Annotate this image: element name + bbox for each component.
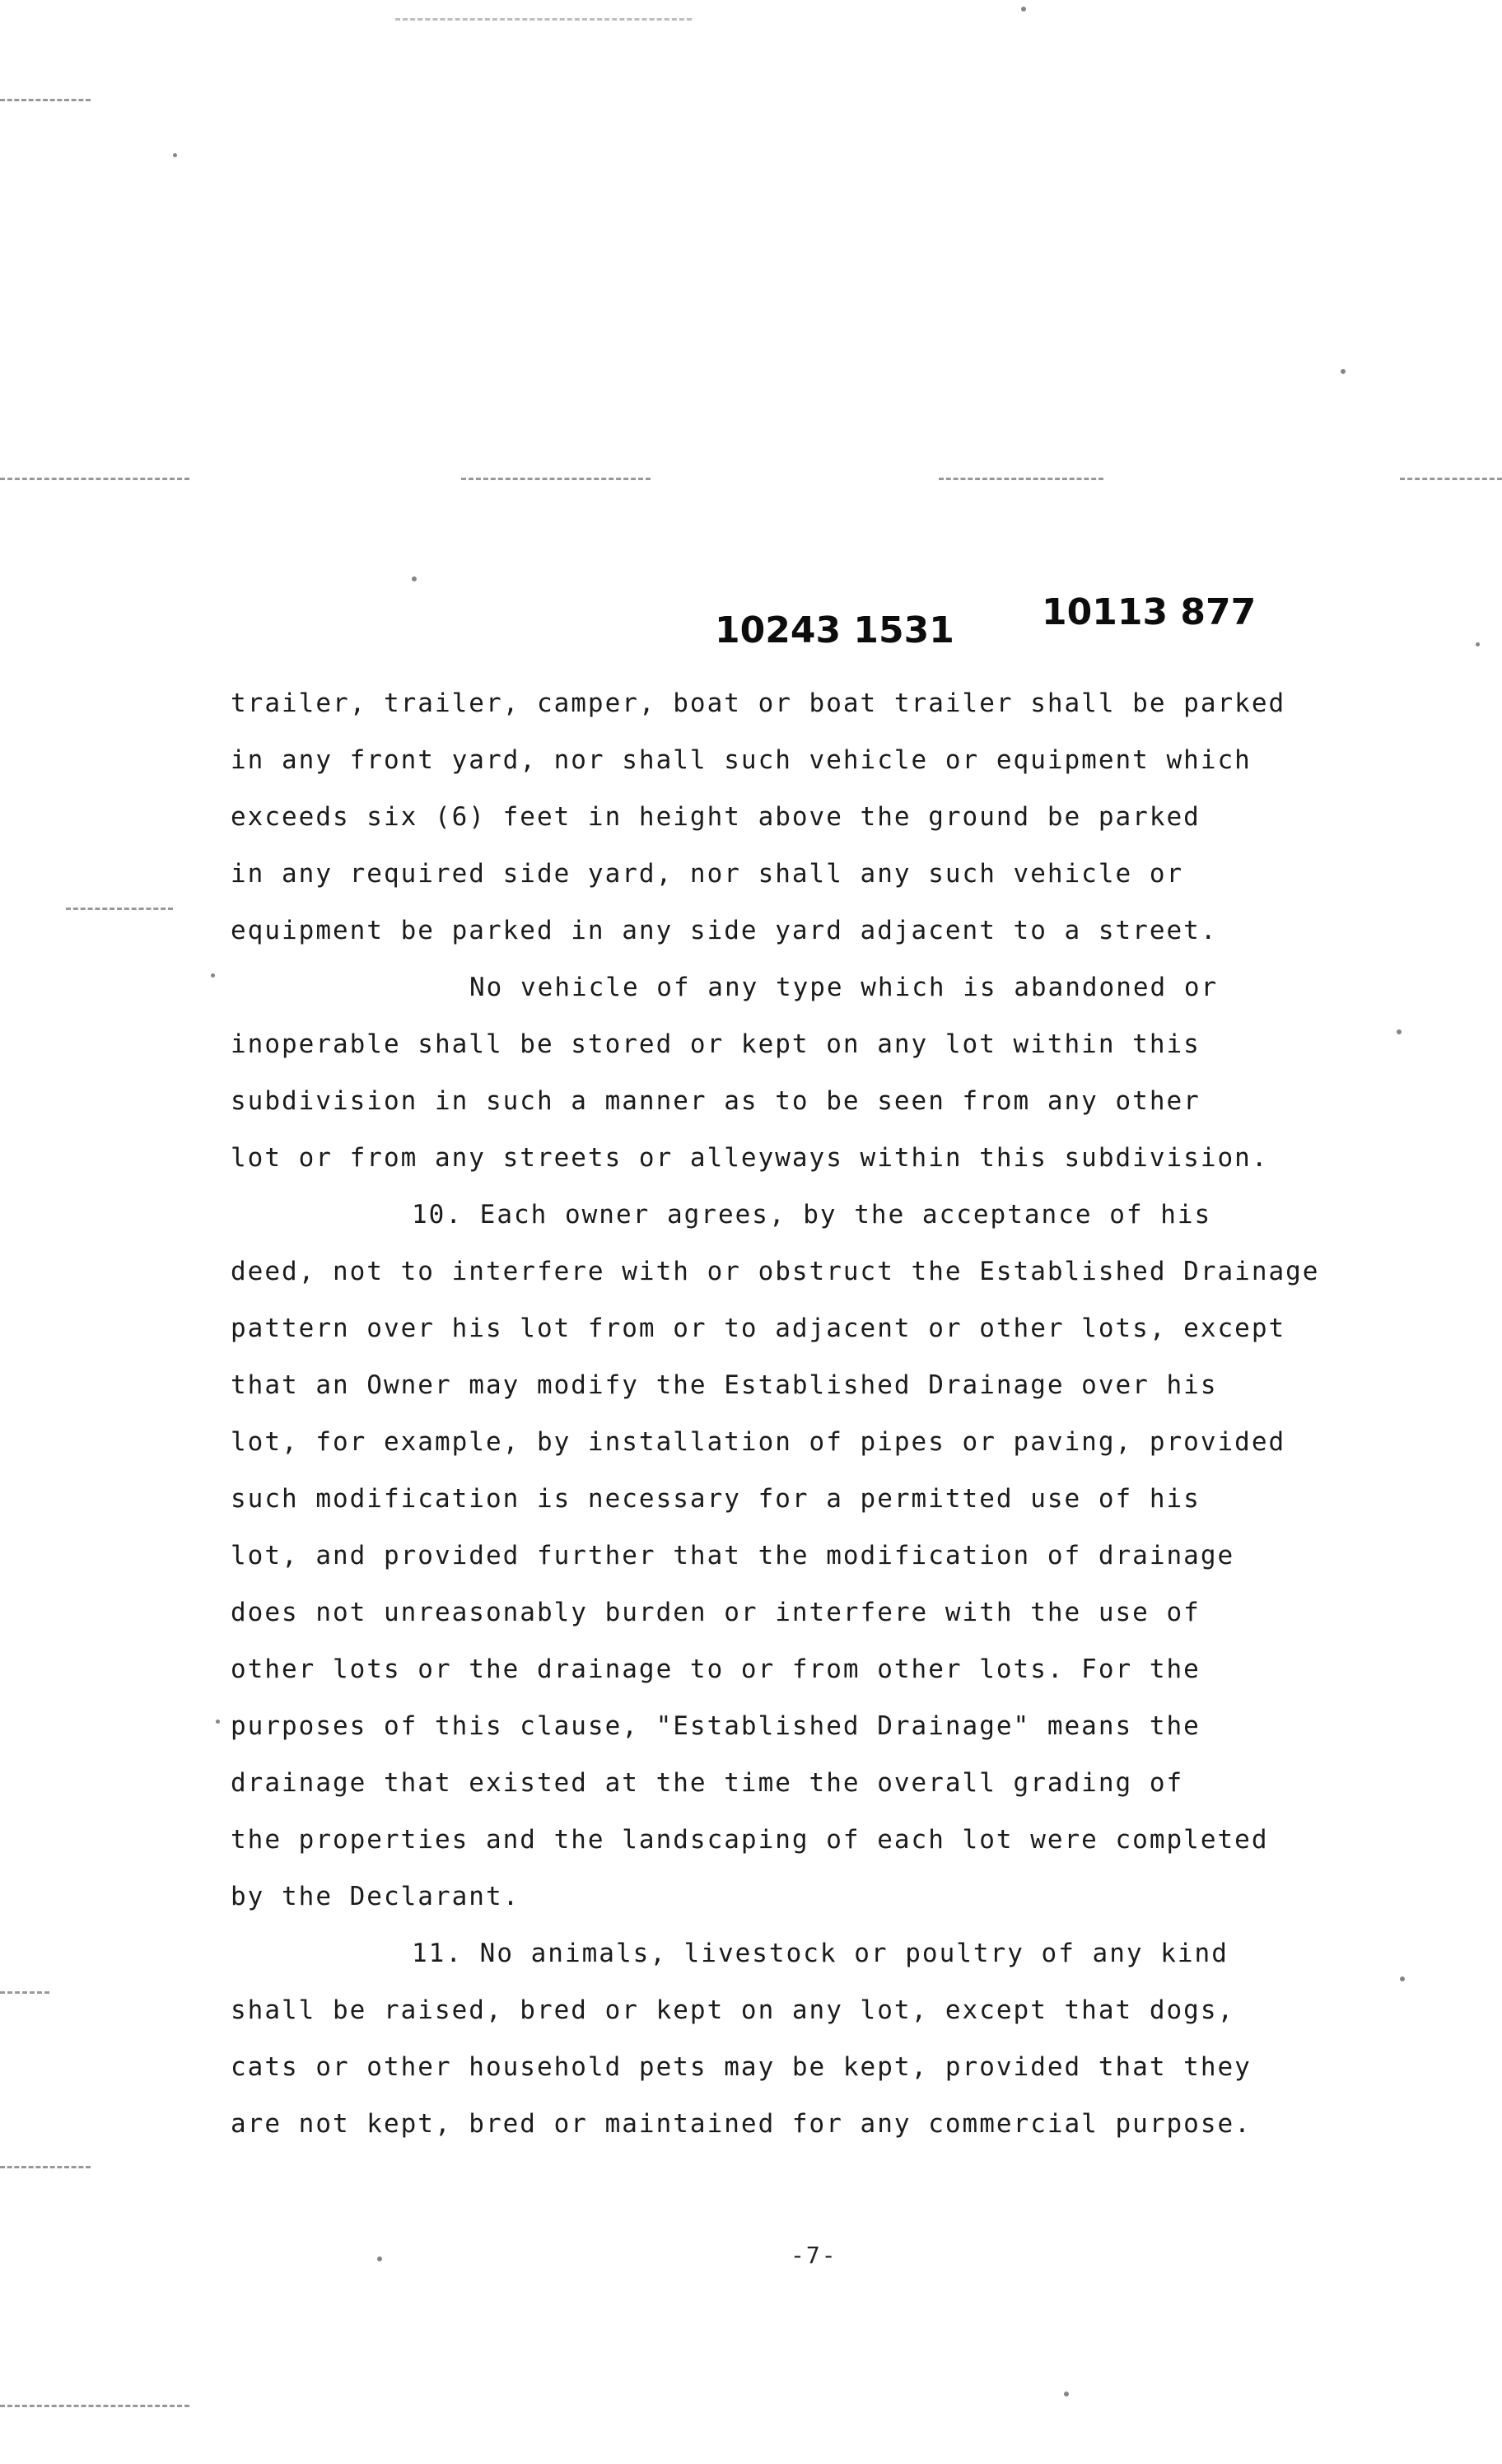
scan-speck	[1064, 2392, 1069, 2396]
recording-stamp-book-page: 10243 1531	[715, 609, 954, 651]
scan-artifact-line	[0, 99, 91, 101]
scan-artifact-line	[461, 478, 651, 480]
scan-speck	[1400, 1976, 1405, 1981]
text-line: shall be raised, bred or kept on any lot, except that dogs,	[231, 1995, 1235, 2025]
scan-speck	[377, 2256, 382, 2261]
text-line: subdivision in such a manner as to be seen from any other	[231, 1086, 1201, 1116]
text-line: inoperable shall be stored or kept on any lot within this	[231, 1029, 1201, 1059]
scan-speck	[211, 973, 215, 978]
text-line: deed, not to interfere with or obstruct the Established Drainage	[231, 1257, 1320, 1286]
scan-speck	[1021, 7, 1026, 12]
text-line: other lots or the drainage to or from other lots. For the	[231, 1654, 1201, 1684]
text-line: purposes of this clause, "Established Drainage" means the	[231, 1711, 1201, 1741]
text-line: does not unreasonably burden or interfere with the use of	[231, 1598, 1201, 1627]
text-line: that an Owner may modify the Established Drainage over his	[231, 1370, 1218, 1400]
document-body	[231, 675, 1326, 2153]
text-line: equipment be parked in any side yard adjacent to a street.	[231, 916, 1218, 945]
numbered-paragraph-start-line: 11. No animals, livestock or poultry of any kind	[412, 1939, 1229, 1968]
paragraph-start-line: No vehicle of any type which is abandoned or	[469, 973, 1219, 1002]
scan-artifact-line	[0, 1991, 49, 1994]
scan-artifact-line	[395, 18, 692, 21]
scan-speck	[1341, 369, 1346, 374]
scan-artifact-line	[0, 2166, 91, 2168]
text-line: cats or other household pets may be kept, provided that they	[231, 2052, 1252, 2082]
scan-speck	[216, 1720, 220, 1724]
text-line: by the Declarant.	[231, 1882, 520, 1911]
text-line: lot or from any streets or alleyways within this subdivision.	[231, 1143, 1269, 1173]
recording-stamps	[0, 591, 1502, 649]
text-line: pattern over his lot from or to adjacent or other lots, except	[231, 1314, 1286, 1343]
text-line: lot, and provided further that the modification of drainage	[231, 1541, 1235, 1570]
page-number: -7-	[791, 2242, 837, 2269]
scan-artifact-line	[1400, 478, 1502, 480]
text-line: drainage that existed at the time the overall grading of	[231, 1768, 1184, 1798]
text-line: exceeds six (6) feet in height above the ground be parked	[231, 802, 1201, 832]
scan-speck	[173, 153, 177, 157]
text-line: trailer, trailer, camper, boat or boat trailer shall be parked	[231, 688, 1286, 718]
scan-artifact-line	[0, 478, 189, 480]
recording-stamp-book-page: 10113 877	[1042, 591, 1257, 633]
text-line: in any front yard, nor shall such vehicle or equipment which	[231, 745, 1252, 775]
text-line: lot, for example, by installation of pipes or paving, provided	[231, 1427, 1286, 1457]
scan-artifact-line	[939, 478, 1103, 480]
text-line: are not kept, bred or maintained for any commercial purpose.	[231, 2109, 1252, 2139]
scan-speck	[1397, 1029, 1402, 1034]
text-line: the properties and the landscaping of each lot were completed	[231, 1825, 1269, 1855]
text-line: such modification is necessary for a permitted use of his	[231, 1484, 1201, 1514]
text-line: in any required side yard, nor shall any such vehicle or	[231, 859, 1184, 889]
numbered-paragraph-start-line: 10. Each owner agrees, by the acceptance of his	[412, 1200, 1212, 1230]
scan-speck	[412, 576, 417, 581]
scan-artifact-line	[66, 908, 173, 910]
scan-artifact-line	[0, 2405, 189, 2407]
